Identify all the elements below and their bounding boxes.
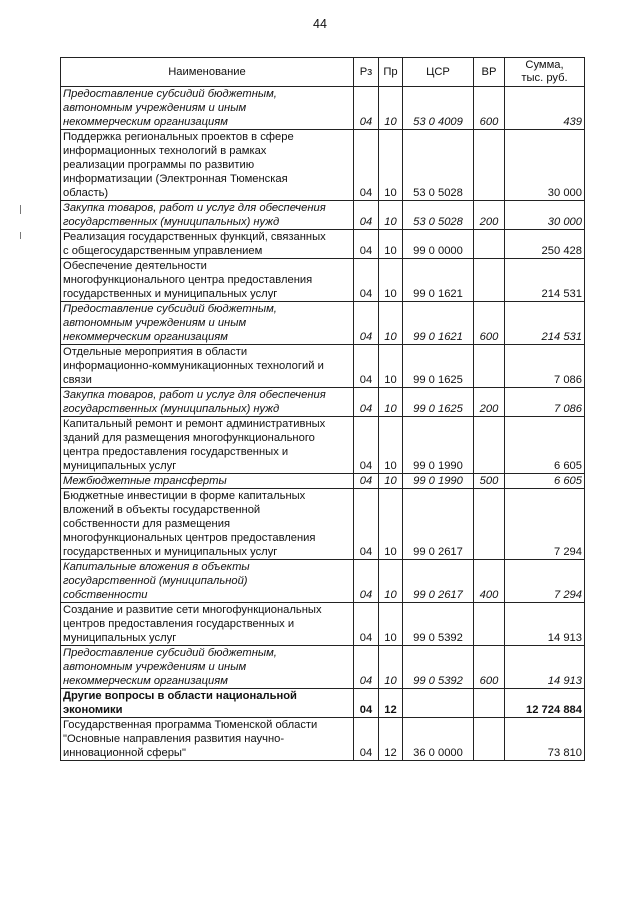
cell-sum: 30 000	[505, 130, 585, 201]
cell-csr: 99 0 1990	[403, 474, 474, 489]
cell-vr	[474, 417, 505, 474]
cell-rz: 04	[354, 345, 379, 388]
table-row	[61, 560, 585, 603]
cell-vr	[474, 259, 505, 302]
table-row	[61, 718, 585, 761]
table-row	[61, 302, 585, 345]
cell-csr: 99 0 0000	[403, 230, 474, 259]
cell-rz: 04	[354, 417, 379, 474]
cell-name: Поддержка региональных проектов в сфере информационных технологий в рамках реализации программы по развитию информатизации (Электронная Тюменская область)	[61, 130, 354, 201]
header-name: Наименование	[61, 58, 354, 87]
cell-pr: 10	[379, 130, 403, 201]
cell-vr	[474, 130, 505, 201]
table-row	[61, 201, 585, 230]
cell-pr: 10	[379, 201, 403, 230]
cell-name: Предоставление субсидий бюджетным, автономным учреждениям и иным некоммерческим организациям	[61, 302, 354, 345]
cell-name: Капитальные вложения в объекты государственной (муниципальной) собственности	[61, 560, 354, 603]
cell-pr: 10	[379, 230, 403, 259]
cell-vr	[474, 489, 505, 560]
table-row	[61, 417, 585, 474]
header-csr: ЦСР	[403, 58, 474, 87]
cell-name: Закупка товаров, работ и услуг для обеспечения государственных (муниципальных) нужд	[61, 201, 354, 230]
cell-rz: 04	[354, 388, 379, 417]
cell-name: Отдельные мероприятия в области информационно-коммуникационных технологий и связи	[61, 345, 354, 388]
cell-pr: 12	[379, 689, 403, 718]
cell-sum: 214 531	[505, 259, 585, 302]
cell-vr: 600	[474, 302, 505, 345]
cell-csr: 36 0 0000	[403, 718, 474, 761]
table-row	[61, 474, 585, 489]
cell-pr: 10	[379, 489, 403, 560]
table-row	[61, 489, 585, 560]
table-header-row	[61, 58, 585, 87]
cell-rz: 04	[354, 489, 379, 560]
cell-rz: 04	[354, 718, 379, 761]
cell-sum: 439	[505, 87, 585, 130]
cell-vr: 600	[474, 646, 505, 689]
cell-vr: 200	[474, 201, 505, 230]
cell-name: Обеспечение деятельности многофункционального центра предоставления государственных и муниципальных услуг	[61, 259, 354, 302]
cell-sum: 14 913	[505, 646, 585, 689]
cell-csr	[403, 689, 474, 718]
cell-rz: 04	[354, 230, 379, 259]
table-row	[61, 230, 585, 259]
cell-pr: 10	[379, 474, 403, 489]
table-row	[61, 603, 585, 646]
cell-rz: 04	[354, 474, 379, 489]
cell-csr: 99 0 1625	[403, 388, 474, 417]
header-sum: Сумма, тыс. руб.	[505, 58, 585, 87]
cell-vr	[474, 230, 505, 259]
cell-sum: 7 294	[505, 489, 585, 560]
left-margin-mark	[20, 205, 21, 214]
cell-vr: 500	[474, 474, 505, 489]
cell-name: Создание и развитие сети многофункциональных центров предоставления государственных и муниципальных услуг	[61, 603, 354, 646]
cell-vr	[474, 603, 505, 646]
cell-name: Капитальный ремонт и ремонт административных зданий для размещения многофункционального центра предоставления государственных и муниципальных услуг	[61, 417, 354, 474]
cell-csr: 99 0 1990	[403, 417, 474, 474]
cell-vr	[474, 689, 505, 718]
cell-vr	[474, 718, 505, 761]
cell-csr: 99 0 1621	[403, 259, 474, 302]
cell-pr: 10	[379, 345, 403, 388]
table-row	[61, 646, 585, 689]
cell-csr: 99 0 1625	[403, 345, 474, 388]
cell-name: Предоставление субсидий бюджетным, автономным учреждениям и иным некоммерческим организациям	[61, 646, 354, 689]
table-row	[61, 87, 585, 130]
cell-csr: 99 0 5392	[403, 646, 474, 689]
cell-rz: 04	[354, 302, 379, 345]
table-row	[61, 259, 585, 302]
cell-sum: 7 086	[505, 345, 585, 388]
cell-pr: 10	[379, 646, 403, 689]
header-pr: Пр	[379, 58, 403, 87]
cell-csr: 53 0 4009	[403, 87, 474, 130]
cell-sum: 250 428	[505, 230, 585, 259]
cell-pr: 12	[379, 718, 403, 761]
header-vr: ВР	[474, 58, 505, 87]
cell-sum: 30 000	[505, 201, 585, 230]
cell-pr: 10	[379, 302, 403, 345]
cell-sum: 214 531	[505, 302, 585, 345]
cell-rz: 04	[354, 87, 379, 130]
header-rz: Рз	[354, 58, 379, 87]
cell-vr: 600	[474, 87, 505, 130]
cell-sum: 73 810	[505, 718, 585, 761]
table-body	[61, 87, 585, 761]
cell-name: Закупка товаров, работ и услуг для обеспечения государственных (муниципальных) нужд	[61, 388, 354, 417]
cell-vr	[474, 345, 505, 388]
cell-name: Предоставление субсидий бюджетным, автономным учреждениям и иным некоммерческим организациям	[61, 87, 354, 130]
cell-csr: 99 0 1621	[403, 302, 474, 345]
cell-rz: 04	[354, 201, 379, 230]
cell-rz: 04	[354, 259, 379, 302]
cell-csr: 99 0 2617	[403, 560, 474, 603]
cell-pr: 10	[379, 417, 403, 474]
cell-pr: 10	[379, 603, 403, 646]
cell-rz: 04	[354, 560, 379, 603]
cell-pr: 10	[379, 388, 403, 417]
cell-sum: 7 086	[505, 388, 585, 417]
cell-csr: 53 0 5028	[403, 201, 474, 230]
cell-sum: 12 724 884	[505, 689, 585, 718]
cell-rz: 04	[354, 603, 379, 646]
cell-rz: 04	[354, 130, 379, 201]
cell-rz: 04	[354, 689, 379, 718]
cell-vr: 400	[474, 560, 505, 603]
cell-pr: 10	[379, 259, 403, 302]
cell-name: Межбюджетные трансферты	[61, 474, 354, 489]
table-row	[61, 345, 585, 388]
cell-name: Реализация государственных функций, связанных с общегосударственным управлением	[61, 230, 354, 259]
cell-sum: 7 294	[505, 560, 585, 603]
cell-sum: 14 913	[505, 603, 585, 646]
table-row	[61, 130, 585, 201]
left-margin-mark	[20, 232, 21, 239]
table-row	[61, 689, 585, 718]
cell-pr: 10	[379, 87, 403, 130]
cell-csr: 99 0 5392	[403, 603, 474, 646]
budget-table	[60, 57, 585, 761]
cell-name: Бюджетные инвестиции в форме капитальных вложений в объекты государственной собственности для размещения многофункциональных центров предоставления государственных и муниципальных услуг	[61, 489, 354, 560]
cell-csr: 53 0 5028	[403, 130, 474, 201]
cell-name: Другие вопросы в области национальной экономики	[61, 689, 354, 718]
cell-name: Государственная программа Тюменской области "Основные направления развития научно- инновационной сферы"	[61, 718, 354, 761]
cell-csr: 99 0 2617	[403, 489, 474, 560]
cell-pr: 10	[379, 560, 403, 603]
cell-rz: 04	[354, 646, 379, 689]
cell-sum: 6 605	[505, 417, 585, 474]
page-number: 44	[313, 17, 327, 31]
cell-vr: 200	[474, 388, 505, 417]
cell-sum: 6 605	[505, 474, 585, 489]
table-row	[61, 388, 585, 417]
